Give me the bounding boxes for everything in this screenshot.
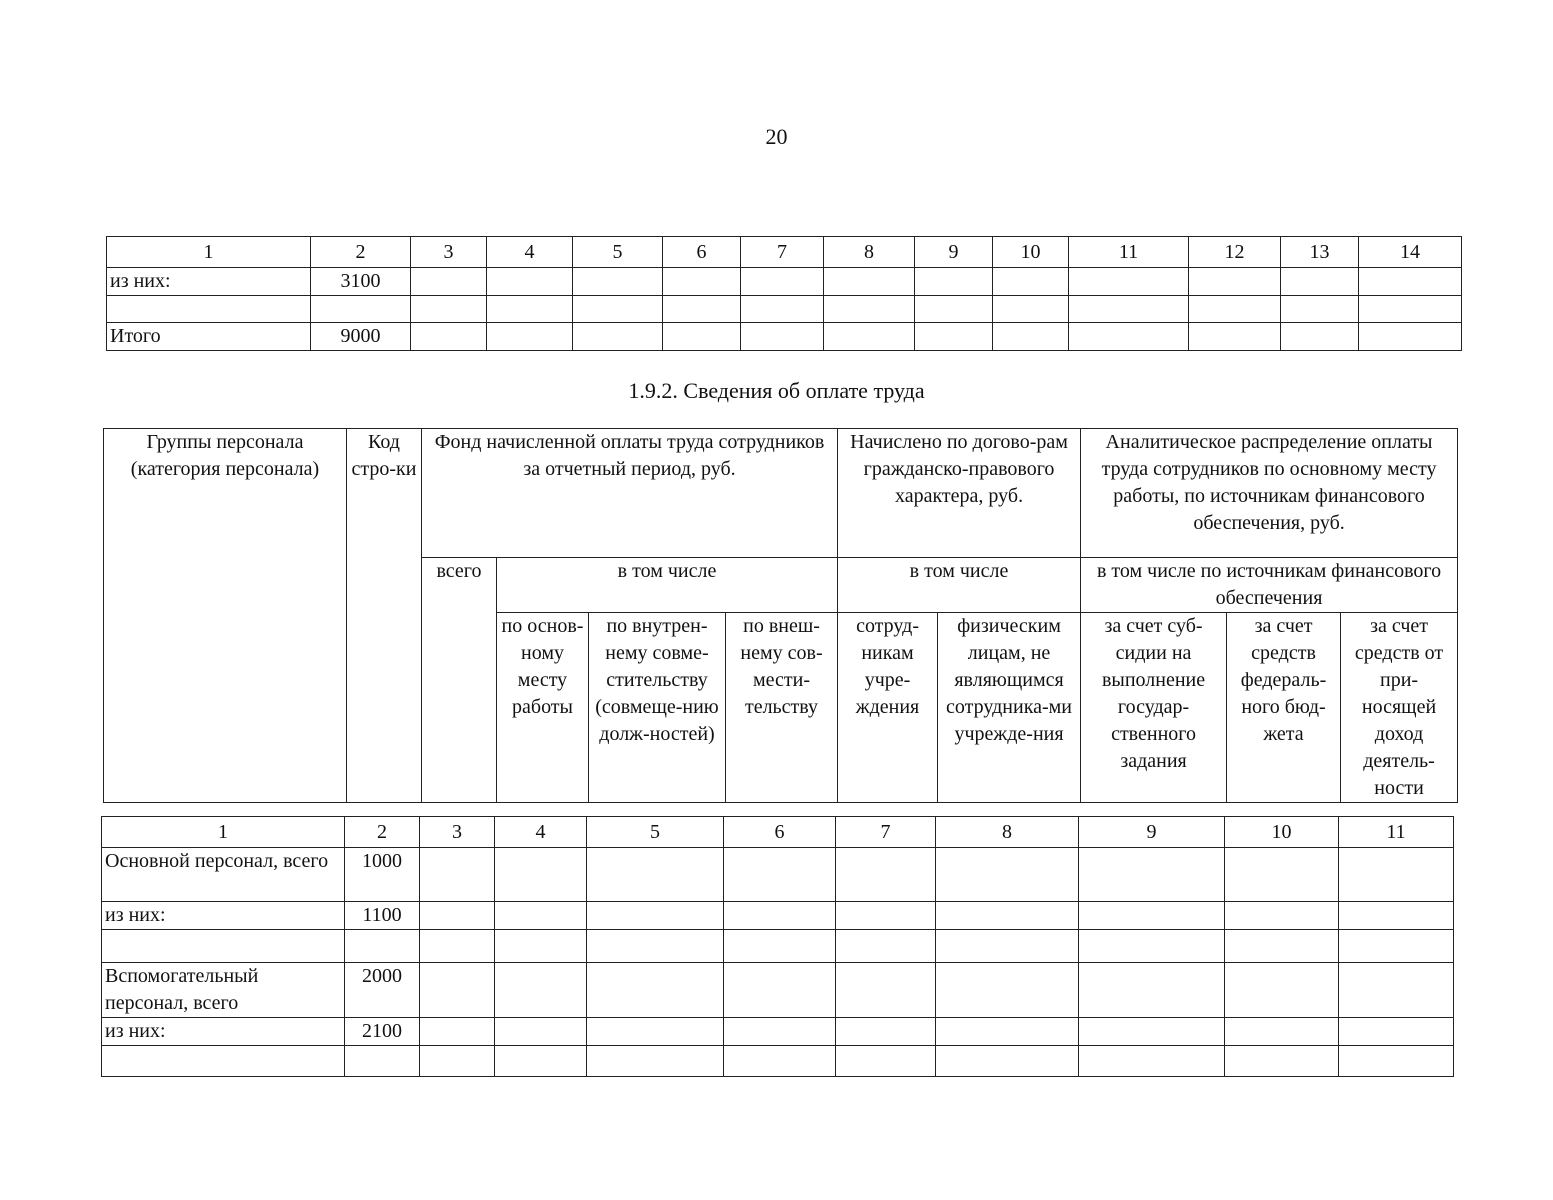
- empty-cell: [824, 296, 915, 323]
- row-code: [345, 1046, 420, 1077]
- empty-cell: [936, 963, 1079, 1018]
- empty-cell: [487, 296, 573, 323]
- empty-cell: [724, 930, 836, 963]
- empty-cell: [1079, 963, 1225, 1018]
- section-title-text: 1.9.2. Сведения об оплате труда: [628, 378, 925, 403]
- empty-cell: [495, 848, 587, 902]
- empty-cell: [1281, 296, 1359, 323]
- row-label: из них:: [102, 902, 345, 930]
- header-internal: по внутрен-нему совме-стительству (совмеще-нию долж-ностей): [589, 613, 726, 803]
- empty-cell: [420, 1046, 495, 1077]
- row-label: из них:: [107, 268, 311, 296]
- empty-cell: [1281, 268, 1359, 296]
- col-number: 6: [663, 237, 741, 268]
- header-employees: сотруд-никам учре-ждения: [838, 613, 938, 803]
- header-subsidy: за счет суб-сидии на выполнение государ-ственного задания: [1081, 613, 1227, 803]
- header-income: за счет средств от при-носящей доход деятель-ности: [1341, 613, 1458, 803]
- empty-cell: [663, 268, 741, 296]
- empty-cell: [1339, 1046, 1454, 1077]
- empty-cell: [663, 323, 741, 351]
- row-label: Вспомогательный персонал, всего: [102, 963, 345, 1018]
- empty-cell: [836, 1046, 936, 1077]
- row-label: [102, 930, 345, 963]
- row-code: [345, 930, 420, 963]
- empty-cell: [915, 323, 993, 351]
- col-number: 10: [1225, 817, 1339, 848]
- empty-cell: [915, 268, 993, 296]
- empty-cell: [587, 902, 724, 930]
- table-row: [102, 848, 1454, 902]
- row-code: 2100: [345, 1018, 420, 1046]
- table-row: [107, 296, 1462, 323]
- empty-cell: [495, 1018, 587, 1046]
- empty-cell: [993, 268, 1069, 296]
- empty-cell: [1069, 296, 1189, 323]
- col-number: 12: [1189, 237, 1281, 268]
- table-row: [102, 1018, 1454, 1046]
- row-code: 3100: [311, 268, 411, 296]
- empty-cell: [936, 848, 1079, 902]
- table-row: [102, 963, 1454, 1018]
- col-number: 4: [487, 237, 573, 268]
- empty-cell: [495, 1046, 587, 1077]
- empty-cell: [936, 902, 1079, 930]
- empty-cell: [1339, 848, 1454, 902]
- row-label: Основной персонал, всего: [102, 848, 345, 902]
- empty-cell: [1069, 268, 1189, 296]
- col-number: 11: [1339, 817, 1454, 848]
- empty-cell: [663, 296, 741, 323]
- header-individuals: физическим лицам, не являющимся сотрудника-ми учрежде-ния: [938, 613, 1081, 803]
- empty-cell: [741, 296, 824, 323]
- page-number: 20: [765, 124, 788, 149]
- empty-cell: [1339, 930, 1454, 963]
- empty-cell: [824, 323, 915, 351]
- main-table-body: [101, 816, 1454, 1077]
- col-number: 11: [1069, 237, 1189, 268]
- main-table-column-numbers: [102, 817, 1454, 848]
- empty-cell: [741, 268, 824, 296]
- col-number: 3: [411, 237, 487, 268]
- row-label: [107, 296, 311, 323]
- col-number: 5: [587, 817, 724, 848]
- empty-cell: [1225, 1018, 1339, 1046]
- empty-cell: [1189, 323, 1281, 351]
- col-number: 4: [495, 817, 587, 848]
- header-fund: Фонд начисленной оплаты труда сотрудников за отчетный период, руб.: [422, 429, 838, 558]
- empty-cell: [936, 1018, 1079, 1046]
- empty-cell: [411, 323, 487, 351]
- empty-cell: [1189, 296, 1281, 323]
- col-number: 14: [1359, 237, 1462, 268]
- section-title: [0, 378, 1553, 404]
- empty-cell: [993, 296, 1069, 323]
- table-row: [102, 930, 1454, 963]
- empty-cell: [1359, 323, 1462, 351]
- empty-cell: [1225, 848, 1339, 902]
- col-number: 1: [107, 237, 311, 268]
- empty-cell: [836, 930, 936, 963]
- empty-cell: [420, 963, 495, 1018]
- empty-cell: [573, 323, 663, 351]
- top-table-column-numbers: [107, 237, 1462, 268]
- empty-cell: [936, 1046, 1079, 1077]
- empty-cell: [1225, 963, 1339, 1018]
- row-label: Итого: [107, 323, 311, 351]
- header-analytic: Аналитическое распределение оплаты труда сотрудников по основному месту работы, по источникам финансового обеспечения, руб.: [1081, 429, 1458, 558]
- empty-cell: [495, 902, 587, 930]
- empty-cell: [487, 323, 573, 351]
- row-code: 1100: [345, 902, 420, 930]
- table-row: [102, 1046, 1454, 1077]
- empty-cell: [836, 902, 936, 930]
- empty-cell: [1339, 1018, 1454, 1046]
- col-number: 1: [102, 817, 345, 848]
- empty-cell: [587, 1018, 724, 1046]
- empty-cell: [1079, 1046, 1225, 1077]
- col-number: 7: [741, 237, 824, 268]
- empty-cell: [724, 1018, 836, 1046]
- empty-cell: [587, 963, 724, 1018]
- row-label: [102, 1046, 345, 1077]
- col-number: 10: [993, 237, 1069, 268]
- col-number: 2: [345, 817, 420, 848]
- col-number: 13: [1281, 237, 1359, 268]
- empty-cell: [1079, 1018, 1225, 1046]
- row-label: из них:: [102, 1018, 345, 1046]
- header-external: по внеш-нему сов-мести-тельству: [726, 613, 838, 803]
- empty-cell: [836, 1018, 936, 1046]
- empty-cell: [724, 902, 836, 930]
- empty-cell: [724, 1046, 836, 1077]
- header-total: всего: [422, 558, 497, 803]
- top-table: [106, 236, 1462, 351]
- main-table-header: [103, 428, 1458, 803]
- empty-cell: [420, 848, 495, 902]
- header-contracts: Начислено по догово-рам гражданско-правового характера, руб.: [838, 429, 1081, 558]
- empty-cell: [741, 323, 824, 351]
- header-including-sources: в том числе по источникам финансового обеспечения: [1081, 558, 1458, 613]
- header-including-fund: в том числе: [497, 558, 838, 613]
- empty-cell: [724, 963, 836, 1018]
- empty-cell: [420, 902, 495, 930]
- empty-cell: [420, 1018, 495, 1046]
- row-code: 1000: [345, 848, 420, 902]
- empty-cell: [1225, 930, 1339, 963]
- row-code: 2000: [345, 963, 420, 1018]
- empty-cell: [587, 848, 724, 902]
- table-row: [107, 268, 1462, 296]
- table-row: [107, 323, 1462, 351]
- empty-cell: [573, 296, 663, 323]
- empty-cell: [487, 268, 573, 296]
- empty-cell: [1339, 963, 1454, 1018]
- empty-cell: [411, 296, 487, 323]
- col-number: 9: [1079, 817, 1225, 848]
- empty-cell: [587, 1046, 724, 1077]
- empty-cell: [1189, 268, 1281, 296]
- empty-cell: [1359, 268, 1462, 296]
- empty-cell: [836, 963, 936, 1018]
- empty-cell: [915, 296, 993, 323]
- empty-cell: [420, 930, 495, 963]
- header-federal: за счет средств федераль-ного бюд-жета: [1227, 613, 1341, 803]
- col-number: 8: [824, 237, 915, 268]
- header-code: Код стро-ки: [347, 429, 422, 803]
- empty-cell: [411, 268, 487, 296]
- empty-cell: [1079, 902, 1225, 930]
- header-groups: Группы персонала (категория персонала): [104, 429, 347, 803]
- empty-cell: [993, 323, 1069, 351]
- empty-cell: [1359, 296, 1462, 323]
- empty-cell: [1225, 902, 1339, 930]
- row-code: 9000: [311, 323, 411, 351]
- col-number: 5: [573, 237, 663, 268]
- col-number: 6: [724, 817, 836, 848]
- empty-cell: [824, 268, 915, 296]
- empty-cell: [836, 848, 936, 902]
- empty-cell: [573, 268, 663, 296]
- header-including-contracts: в том числе: [838, 558, 1081, 613]
- col-number: 8: [936, 817, 1079, 848]
- row-code: [311, 296, 411, 323]
- empty-cell: [936, 930, 1079, 963]
- col-number: 9: [915, 237, 993, 268]
- empty-cell: [495, 963, 587, 1018]
- empty-cell: [587, 930, 724, 963]
- table-row: [102, 902, 1454, 930]
- header-main-place: по основ-ному месту работы: [497, 613, 589, 803]
- empty-cell: [1281, 323, 1359, 351]
- empty-cell: [1069, 323, 1189, 351]
- col-number: 3: [420, 817, 495, 848]
- empty-cell: [1225, 1046, 1339, 1077]
- empty-cell: [1339, 902, 1454, 930]
- empty-cell: [1079, 930, 1225, 963]
- empty-cell: [724, 848, 836, 902]
- empty-cell: [495, 930, 587, 963]
- col-number: 7: [836, 817, 936, 848]
- empty-cell: [1079, 848, 1225, 902]
- col-number: 2: [311, 237, 411, 268]
